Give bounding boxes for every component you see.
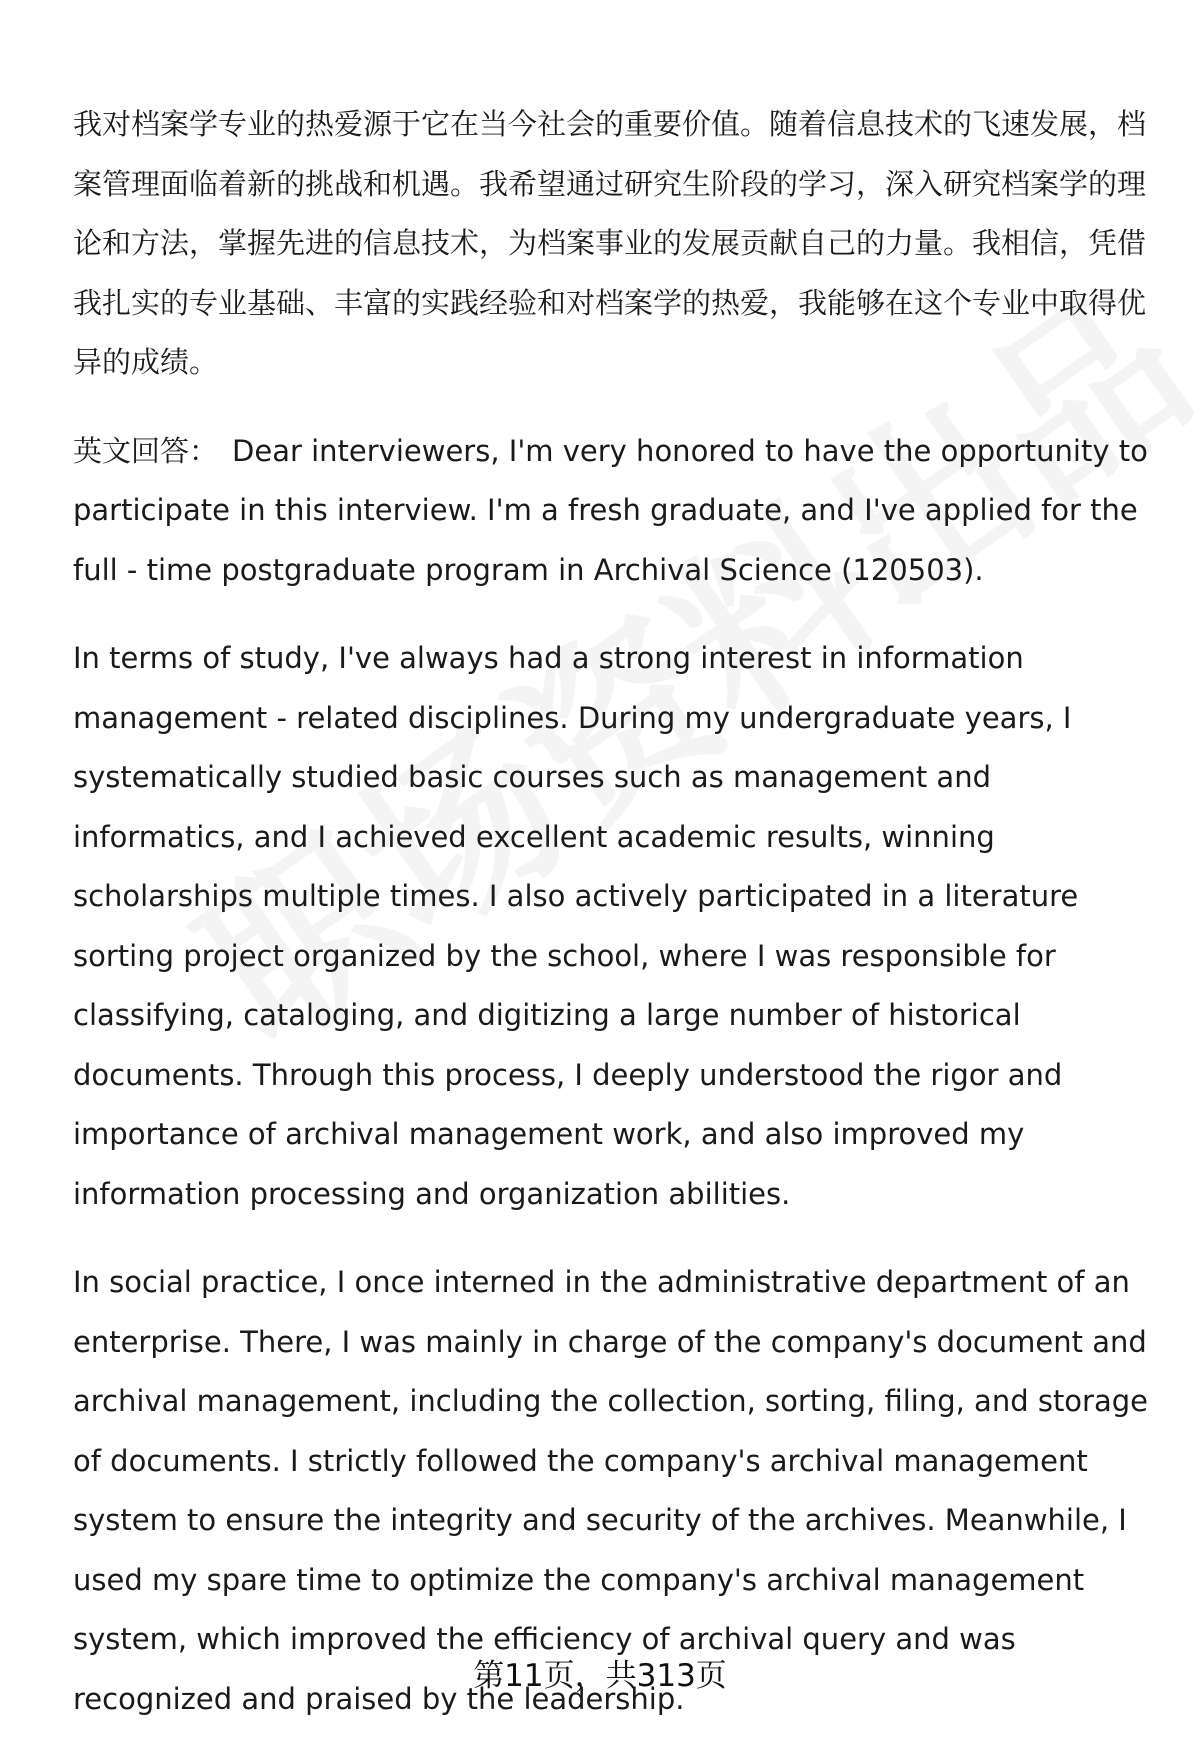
paragraph-chinese-answer: 我对档案学专业的热爱源于它在当今社会的重要价值。随着信息技术的飞速发展，档案管理面临着新的挑战和机遇。我希望通过研究生阶段的学习，深入研究档案学的理论和方法，掌握先进的信息技术，为档案事业的发展贡献自己的力量。我相信，凭借我扎实的专业基础、丰富的实践经验和对档案学的热爱，我能够在这个专业中取得优异的成绩。 bbox=[73, 107, 1147, 379]
english-answer-label: 英文回答： bbox=[73, 433, 219, 468]
paragraph-english-intro bbox=[73, 422, 1153, 601]
document-body bbox=[73, 95, 1153, 1729]
english-intro-text: Dear interviewers, I'm very honored to have the opportunity to participate in this interview. I'm a fresh graduate, and I've applied for the full - time postgraduate program in Archival Science (120503). bbox=[73, 433, 1148, 587]
paragraph-social-practice: In social practice, I once interned in the administrative department of an enterprise. There, I was mainly in charge of the company's document and archival management, including the collection, sorting, filing, and storage of documents. I strictly followed the company's archival management system to ensure the integrity and security of the archives. Meanwhile, I used my spare time to optimize the company's archival management system, which improved the efficiency of archival query and was recognized and praised by the leadership. bbox=[73, 1265, 1148, 1716]
paragraph-study: In terms of study, I've always had a strong interest in information management - related disciplines. During my undergraduate years, I systematically studied basic courses such as management and informatics, and I achieved excellent academic results, winning scholarships multiple times. I also actively participated in a literature sorting project organized by the school, where I was responsible for classifying, cataloging, and digitizing a large number of historical documents. Through this process, I deeply understood the rigor and importance of archival management work, and also improved my information processing and organization abilities. bbox=[73, 641, 1079, 1211]
page-number-footer: 第11页，共313页 bbox=[473, 1658, 727, 1694]
